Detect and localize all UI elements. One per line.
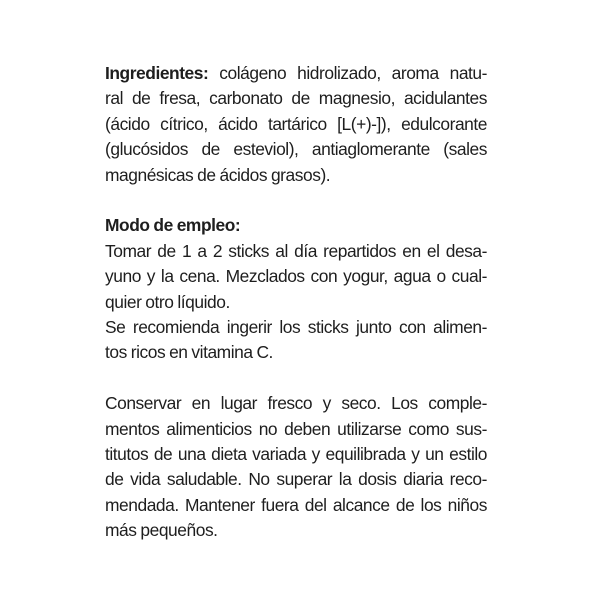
ingredients-line-5: magnésicas de ácidos grasos). xyxy=(105,164,331,185)
ingredients-line-4: (glucósidos de esteviol), antiaglomerante (sales xyxy=(105,139,487,160)
usage-line-1: Tomar de 1 a 2 sticks al día repartidos en el desa- xyxy=(105,240,487,261)
ingredients-line-2: ral de fresa, carbonato de magnesio, acidulantes xyxy=(105,88,487,109)
usage-line-3: quier otro líquido. xyxy=(105,291,230,312)
storage-line-5: mendada. Mantener fuera del alcance de los niños xyxy=(105,494,487,515)
usage-heading: Modo de empleo: xyxy=(105,215,241,236)
storage-line-4: de vida saludable. No superar la dosis diaria reco- xyxy=(105,469,487,490)
section-spacer xyxy=(105,366,487,391)
product-label-text xyxy=(105,61,487,544)
storage-line-3: titutos de una dieta variada y equilibrada y un estilo xyxy=(105,444,487,465)
ingredients-line-3: (ácido cítrico, ácido tartárico [L(+)-]), edulcorante xyxy=(105,113,487,134)
ingredients-heading: Ingredientes: xyxy=(105,63,209,83)
ingredients-text: colágeno hidrolizado, aroma natu- xyxy=(208,63,487,83)
usage-section xyxy=(105,213,487,365)
usage-line-2: yuno y la cena. Mezclados con yogur, agua o cual- xyxy=(105,266,487,287)
usage-line-4: Se recomienda ingerir los sticks junto con alimen- xyxy=(105,317,487,338)
ingredients-line-1 xyxy=(105,61,487,86)
usage-line-5: tos ricos en vitamina C. xyxy=(105,342,273,363)
ingredients-section xyxy=(105,61,487,188)
storage-section xyxy=(105,391,487,543)
storage-line-2: mentos alimenticios no deben utilizarse como sus- xyxy=(105,418,487,439)
storage-line-1: Conservar en lugar fresco y seco. Los comple- xyxy=(105,393,487,414)
storage-line-6: más pequeños. xyxy=(105,520,218,541)
section-spacer xyxy=(105,188,487,213)
